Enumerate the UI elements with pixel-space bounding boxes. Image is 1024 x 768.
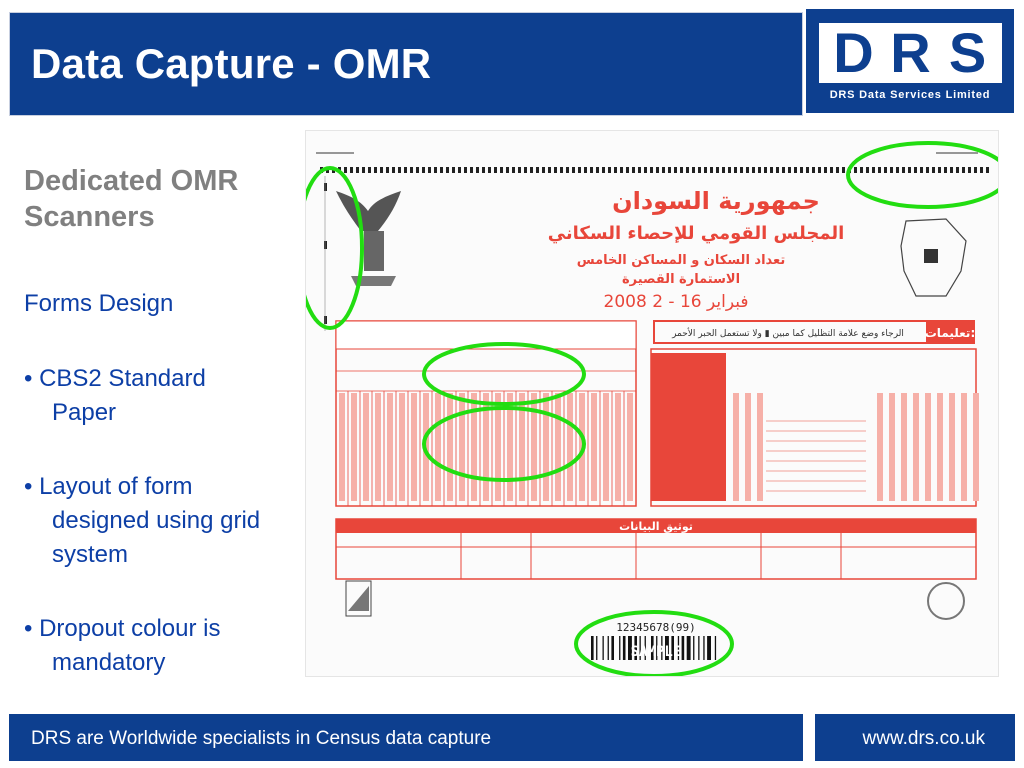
timing-mark [644, 167, 647, 173]
timing-mark [584, 167, 587, 173]
barcode-bar [603, 636, 604, 660]
form-council-ar: المجلس القومي للإحصاء السكاني [547, 223, 845, 244]
logo-letter-s: S [941, 26, 995, 80]
verification-title: توثيق البيانات [619, 520, 693, 533]
timing-mark [626, 167, 629, 173]
timing-mark [494, 167, 497, 173]
timing-mark [896, 167, 899, 173]
timing-mark [446, 167, 449, 173]
timing-mark [614, 167, 617, 173]
omr-bubble-column [961, 393, 967, 501]
timing-mark [776, 167, 779, 173]
timing-mark [734, 167, 737, 173]
timing-mark [356, 167, 359, 173]
highlight-timing-marks [306, 168, 362, 328]
timing-mark [956, 167, 959, 173]
timing-mark [722, 167, 725, 173]
omr-bubble-column [435, 393, 441, 501]
timing-mark [350, 167, 353, 173]
bullet-line: system [52, 541, 129, 568]
timing-mark [536, 167, 539, 173]
timing-mark [596, 167, 599, 173]
drs-logo [806, 9, 1014, 113]
timing-mark [530, 167, 533, 173]
timing-mark [968, 167, 971, 173]
footer-tagline: DRS are Worldwide specialists in Census data capture [31, 728, 492, 749]
timing-mark [872, 167, 875, 173]
barcode-bar [611, 636, 614, 660]
timing-mark [434, 167, 437, 173]
timing-mark [980, 167, 983, 173]
logo-letters [819, 23, 1002, 83]
omr-bubble-column [901, 393, 907, 501]
verification-cells [336, 533, 976, 579]
timing-mark [572, 167, 575, 173]
timing-mark [764, 167, 767, 173]
timing-mark [662, 167, 665, 173]
timing-mark [488, 167, 491, 173]
timing-mark [542, 167, 545, 173]
timing-mark [656, 167, 659, 173]
barcode-bar [608, 636, 609, 660]
timing-track-top [320, 167, 990, 173]
omr-bubble-column [555, 393, 561, 501]
timing-mark [812, 167, 815, 173]
barcode-bar [687, 636, 691, 660]
barcode-bar [596, 636, 597, 660]
bullet-line: • Layout of form [24, 473, 193, 500]
timing-mark [908, 167, 911, 173]
timing-mark [632, 167, 635, 173]
timing-mark [902, 167, 905, 173]
footer-url[interactable]: www.drs.co.uk [862, 728, 985, 749]
omr-bubble-column [889, 393, 895, 501]
timing-mark [878, 167, 881, 173]
timing-mark [560, 167, 563, 173]
omr-bubble-column [913, 393, 919, 501]
timing-mark [500, 167, 503, 173]
omr-bubble-column [757, 393, 763, 501]
timing-mark [554, 167, 557, 173]
omr-bubble-column [591, 393, 597, 501]
timing-mark [476, 167, 479, 173]
barcode-bar [619, 636, 620, 660]
footer-separator [803, 714, 815, 761]
slide-header [9, 9, 803, 116]
timing-mark [398, 167, 401, 173]
instructions-label: تعليمات: [924, 326, 976, 340]
timing-mark [800, 167, 803, 173]
omr-bubble-column [339, 393, 345, 501]
timing-mark [620, 167, 623, 173]
timing-mark [392, 167, 395, 173]
timing-mark [566, 167, 569, 173]
bullet-line: • CBS2 Standard [24, 365, 206, 392]
timing-mark [884, 167, 887, 173]
timing-mark [518, 167, 521, 173]
timing-mark [590, 167, 593, 173]
barcode-bar [591, 636, 594, 660]
timing-mark [638, 167, 641, 173]
timing-mark [686, 167, 689, 173]
timing-mark [788, 167, 791, 173]
omr-bubble-column [949, 393, 955, 501]
timing-mark [368, 167, 371, 173]
timing-mark [440, 167, 443, 173]
info-panel [651, 353, 726, 501]
slide-title: Data Capture - OMR [31, 40, 432, 87]
timing-mark [404, 167, 407, 173]
timing-mark [866, 167, 869, 173]
logo-letter-r: R [884, 26, 938, 80]
timing-mark [482, 167, 485, 173]
bullet-line: designed using grid [52, 507, 261, 534]
omr-bubble-column [627, 393, 633, 501]
timing-mark [674, 167, 677, 173]
bullet-dropout-colour [24, 612, 221, 680]
timing-mark [794, 167, 797, 173]
timing-mark [716, 167, 719, 173]
timing-mark [926, 167, 929, 173]
timing-mark [830, 167, 833, 173]
timing-mark [608, 167, 611, 173]
serial-number: 12345678(99) [616, 621, 696, 634]
form-dates-ar: 2008 فبراير 16 - 2 [603, 292, 749, 312]
timing-mark [380, 167, 383, 173]
timing-mark [860, 167, 863, 173]
omr-bubble-column [363, 393, 369, 501]
timing-mark [650, 167, 653, 173]
timing-mark [410, 167, 413, 173]
timing-mark [710, 167, 713, 173]
barcode-bar [623, 636, 626, 660]
barcode-bar [703, 636, 704, 660]
timing-mark [782, 167, 785, 173]
omr-bubble-column [543, 393, 549, 501]
timing-mark [890, 167, 893, 173]
timing-mark [506, 167, 509, 173]
timing-marks-left [324, 176, 327, 331]
omr-bubble-column [375, 393, 381, 501]
omr-bubble-column [973, 393, 979, 501]
timing-mark [950, 167, 953, 173]
section-heading: Forms Design [24, 290, 174, 317]
omr-bubble-column [399, 393, 405, 501]
timing-mark [422, 167, 425, 173]
timing-mark [932, 167, 935, 173]
omr-bubble-column [877, 393, 883, 501]
timing-mark [344, 167, 347, 173]
timing-mark [758, 167, 761, 173]
timing-mark [452, 167, 455, 173]
timing-mark [728, 167, 731, 173]
omr-bubble-column [411, 393, 417, 501]
timing-mark [470, 167, 473, 173]
timing-mark [464, 167, 467, 173]
timing-mark [818, 167, 821, 173]
grid-columns-right [733, 393, 979, 501]
omr-bubble-column [925, 393, 931, 501]
timing-mark [668, 167, 671, 173]
timing-mark [362, 167, 365, 173]
bullet-cbs2-paper [24, 362, 206, 430]
sudan-map-icon [901, 219, 966, 296]
timing-mark [986, 167, 989, 173]
omr-form-drawing [306, 131, 998, 676]
barcode-bar [715, 636, 716, 660]
timing-mark [704, 167, 707, 173]
timing-mark [824, 167, 827, 173]
timing-mark [938, 167, 941, 173]
timing-mark [962, 167, 965, 173]
bullet-line: • Dropout colour is [24, 615, 221, 642]
grid-columns-left [336, 371, 636, 506]
timing-mark [524, 167, 527, 173]
timing-mark [746, 167, 749, 173]
timing-mark [842, 167, 845, 173]
logo-letter-d: D [827, 26, 881, 80]
timing-mark [416, 167, 419, 173]
timing-mark [578, 167, 581, 173]
timing-mark [752, 167, 755, 173]
barcode-bar [693, 636, 694, 660]
omr-bubble-column [567, 393, 573, 501]
timing-mark [740, 167, 743, 173]
timing-mark [512, 167, 515, 173]
seal-icon [928, 583, 964, 619]
omr-bubble-column [351, 393, 357, 501]
timing-mark [974, 167, 977, 173]
omr-bubble-column [447, 393, 453, 501]
omr-bubble-column [615, 393, 621, 501]
form-designer-logo [346, 581, 371, 616]
timing-mark [770, 167, 773, 173]
omr-bubble-column [733, 393, 739, 501]
barcode-label: SAMPLE [630, 644, 682, 660]
eagle-emblem-icon [336, 191, 401, 286]
barcode-bar [698, 636, 699, 660]
timing-mark [914, 167, 917, 173]
timing-mark [374, 167, 377, 173]
barcode-bar [682, 636, 685, 660]
subheading: Dedicated OMR Scanners [24, 165, 239, 233]
timing-mark [692, 167, 695, 173]
form-census-ar: تعداد السكان و المساكن الخامس [576, 253, 786, 268]
form-short-ar: الاستمارة القصيرة [621, 272, 741, 287]
bullet-line: mandatory [52, 649, 166, 676]
timing-mark [602, 167, 605, 173]
form-title-ar: جمهورية السودان [612, 187, 820, 215]
omr-bubble-column [745, 393, 751, 501]
logo-subtitle: DRS Data Services Limited [829, 89, 991, 101]
timing-marks [320, 167, 989, 173]
timing-mark [548, 167, 551, 173]
omr-bubble-column [603, 393, 609, 501]
timing-mark [806, 167, 809, 173]
timing-mark [698, 167, 701, 173]
timing-mark [458, 167, 461, 173]
instructions-text: الرجاء وضع علامة التظليل كما مبين ▮ ولا تستعمل الحبر الأحمر [672, 329, 904, 339]
timing-mark [854, 167, 857, 173]
bullet-line: Paper [52, 399, 117, 426]
slide-footer [9, 714, 1015, 761]
omr-bubble-column [937, 393, 943, 501]
timing-mark [386, 167, 389, 173]
omr-bubble-column [459, 393, 465, 501]
timing-mark [428, 167, 431, 173]
omr-form-image [305, 130, 999, 677]
barcode-bar [707, 636, 711, 660]
timing-mark [836, 167, 839, 173]
timing-mark [944, 167, 947, 173]
timing-mark [920, 167, 923, 173]
omr-bubble-column [387, 393, 393, 501]
timing-mark [680, 167, 683, 173]
bullet-grid-layout [24, 470, 260, 572]
